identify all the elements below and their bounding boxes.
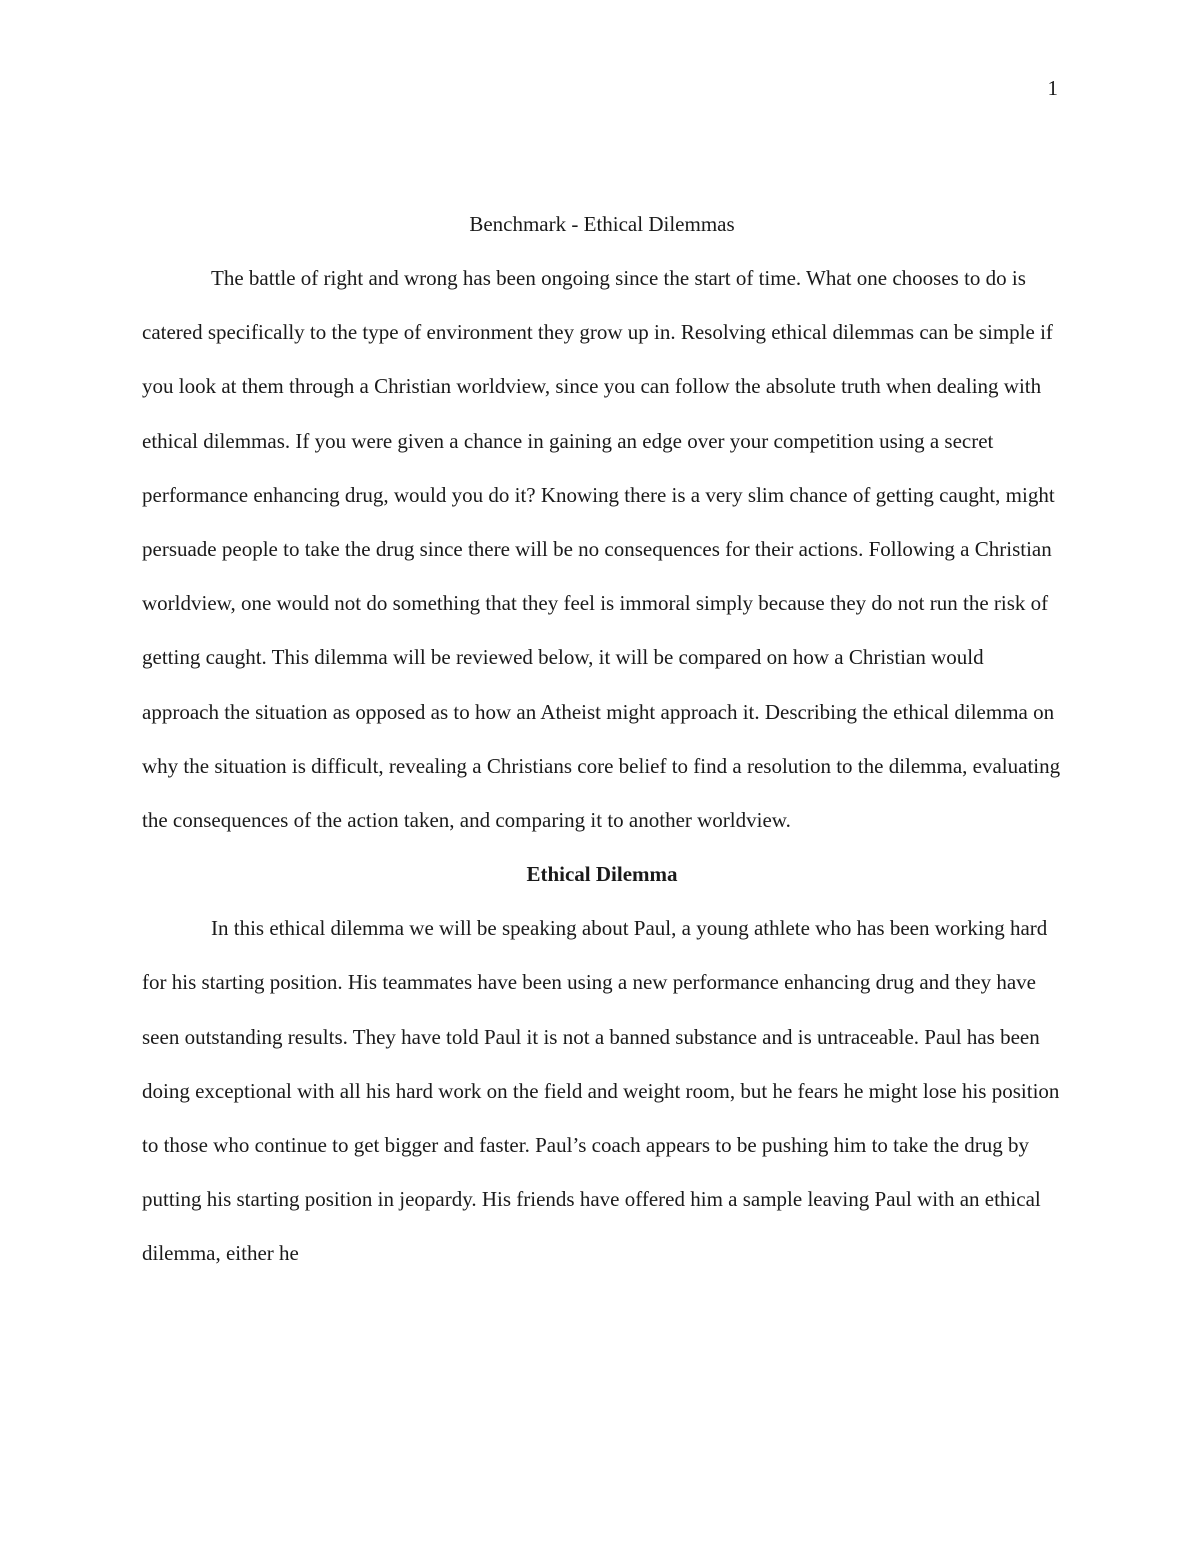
document-title: Benchmark - Ethical Dilemmas: [469, 212, 735, 236]
intro-paragraph: The battle of right and wrong has been ongoing since the start of time. What one chooses to do is catered specifically to the type of environment they grow up in. Resolving ethical dilemmas can be simple if you look at them through a Christian worldview, since you can follow the absolute truth when dealing with ethical dilemmas. If you were given a chance in gaining an edge over your competition using a secret performance enhancing drug, would you do it? Knowing there is a very slim chance of getting caught, might persuade people to take the drug since there will be no consequences for their actions. Following a Christian worldview, one would not do something that they feel is immoral simply because they do not run the risk of getting caught. This dilemma will be reviewed below, it will be compared on how a Christian would approach the situation as opposed as to how an Atheist might approach it. Describing the ethical dilemma on why the situation is difficult, revealing a Christians core belief to find a resolution to the dilemma, evaluating the consequences of the action taken, and comparing it to another worldview.: [142, 266, 1061, 833]
document-body: [142, 197, 1062, 1281]
section-paragraph: In this ethical dilemma we will be speaking about Paul, a young athlete who has been working hard for his starting position. His teammates have been using a new performance enhancing drug and they have seen outstanding results. They have told Paul it is not a banned substance and is untraceable. Paul has been doing exceptional with all his hard work on the field and weight room, but he fears he might lose his position to those who continue to get bigger and faster. Paul’s coach appears to be pushing him to take the drug by putting his starting position in jeopardy. His friends have offered him a sample leaving Paul with an ethical dilemma, either he: [142, 916, 1060, 1266]
page-number: 1: [1047, 76, 1058, 100]
section-heading: Ethical Dilemma: [526, 862, 678, 887]
